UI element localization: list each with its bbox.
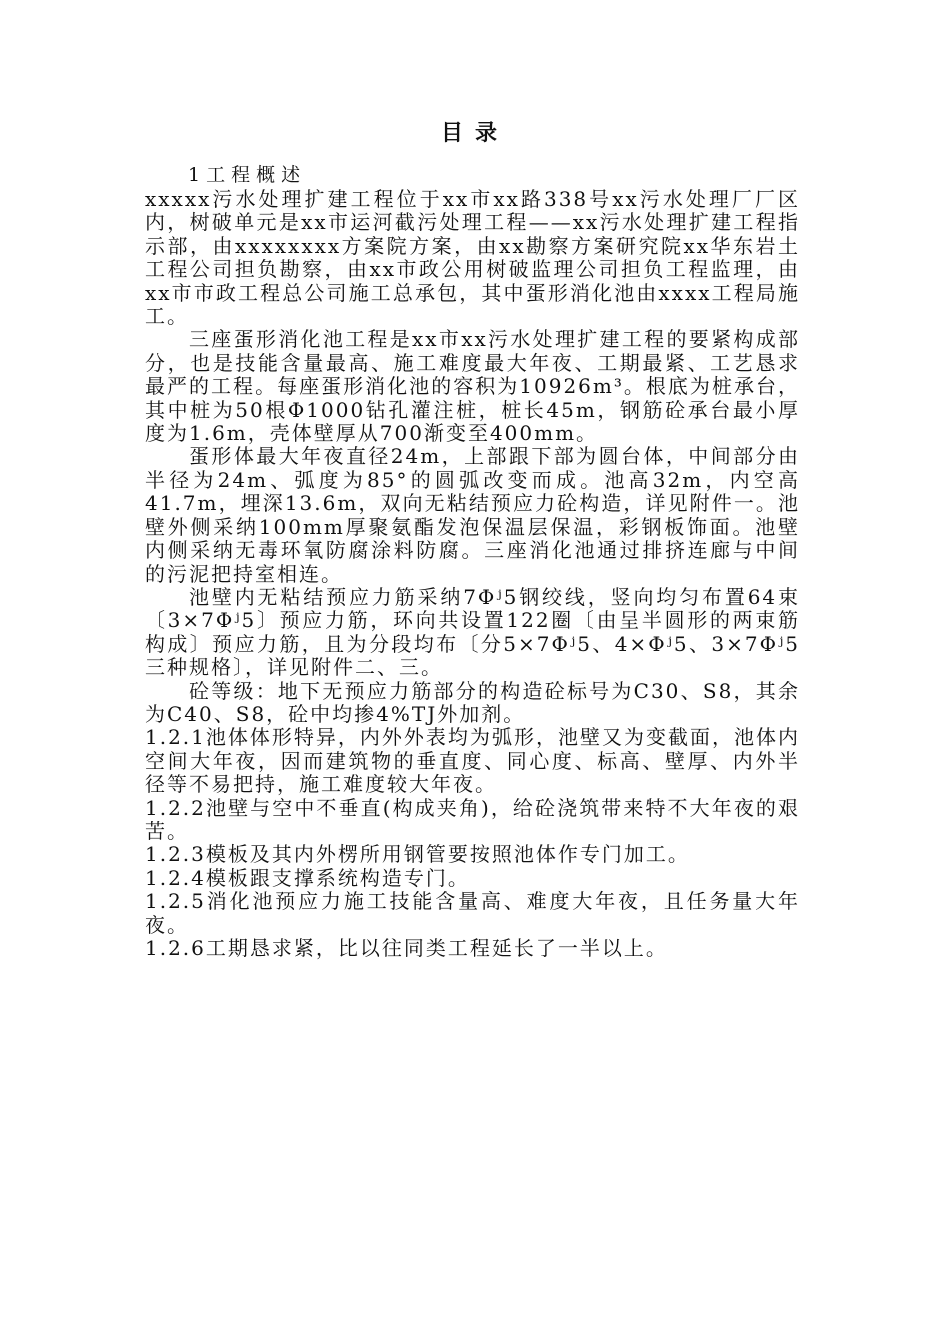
paragraph-concrete-grade: 砼等级：地下无预应力筋部分的构造砼标号为C30、S8，其余为C40、S8，砼中均掺4%TJ外加剂。 [145,678,800,726]
paragraph-item-1-2-4: 1.2.4模板跟支撑系统构造专门。 [145,865,470,890]
paragraph-item-1-2-5: 1.2.5消化池预应力施工技能含量高、难度大年夜，且任务量大年夜。 [145,889,800,937]
paragraph-prestressed-tendons: 池壁内无粘结预应力筋采纳7Φʲ5钢绞线，竖向均匀布置64束〔3×7Φʲ5〕预应力筋，环向共设置122圈〔由呈半圆形的两束筋构成〕预应力筋，且为分段均布〔分5×7Φʲ5、4×Φʲ5、3×7Φʲ5三种规格〕，详见附件二、三。 [145,584,800,680]
paragraph-item-1-2-6: 1.2.6工期恳求紧，比以往同类工程延长了一半以上。 [145,936,668,960]
page-title: 目录 [440,120,509,146]
paragraph-item-1-2-1: 1.2.1池体体形特异，内外外表均为弧形，池壁又为变截面，池体内空间大年夜，因而建筑物的垂直度、同心度、标高、壁厚、内外半径等不易把持，施工难度较大年夜。 [145,725,800,797]
paragraph-egg-body-dimensions: 蛋形体最大年夜直径24m，上部跟下部为圆台体，中间部分由半径为24m、弧度为85°的圆弧改变而成。池高32m，内空高41.7m，埋深13.6m，双向无粘结预应力砼构造，详见附件一。池壁外侧采纳100mm厚聚氨酯发泡保温层保温，彩钢板饰面。池壁内侧采纳无毒环氧防腐涂料防腐。三座消化池通过排挤连廊与中间的污泥把持室相连。 [145,444,800,586]
document-body [145,188,800,960]
paragraph-project-overview: xxxxx污水处理扩建工程位于xx市xx路338号xx污水处理厂厂区内，树破单元是xx市运河截污处理工程——xx污水处理扩建工程指示部，由xxxxxxxx方案院方案，由xx勘察方案研究院xx华东岩土工程公司担负勘察，由xx市政公用树破监理公司担负工程监理，由xx市市政工程总公司施工总承包，其中蛋形消化池由xxxx工程局施工。 [145,187,800,329]
paragraph-item-1-2-3: 1.2.3模板及其内外楞所用钢管要按照池体作专门加工。 [145,842,690,867]
section-heading: 1工程概述 [188,164,307,186]
paragraph-digester-tanks: 三座蛋形消化池工程是xx市xx污水处理扩建工程的要紧构成部分，也是技能含量最高、施工难度最大年夜、工期最紧、工艺恳求最严的工程。每座蛋形消化池的容积为10926m³。根底为桩承台，其中桩为50根Φ1000钻孔灌注桩，桩长45m，钢筋砼承台最小厚度为1.6m，壳体壁厚从700渐变至400mm。 [145,327,800,446]
paragraph-item-1-2-2: 1.2.2池壁与空中不垂直(构成夹角)，给砼浇筑带来特不大年夜的艰苦。 [145,795,800,843]
